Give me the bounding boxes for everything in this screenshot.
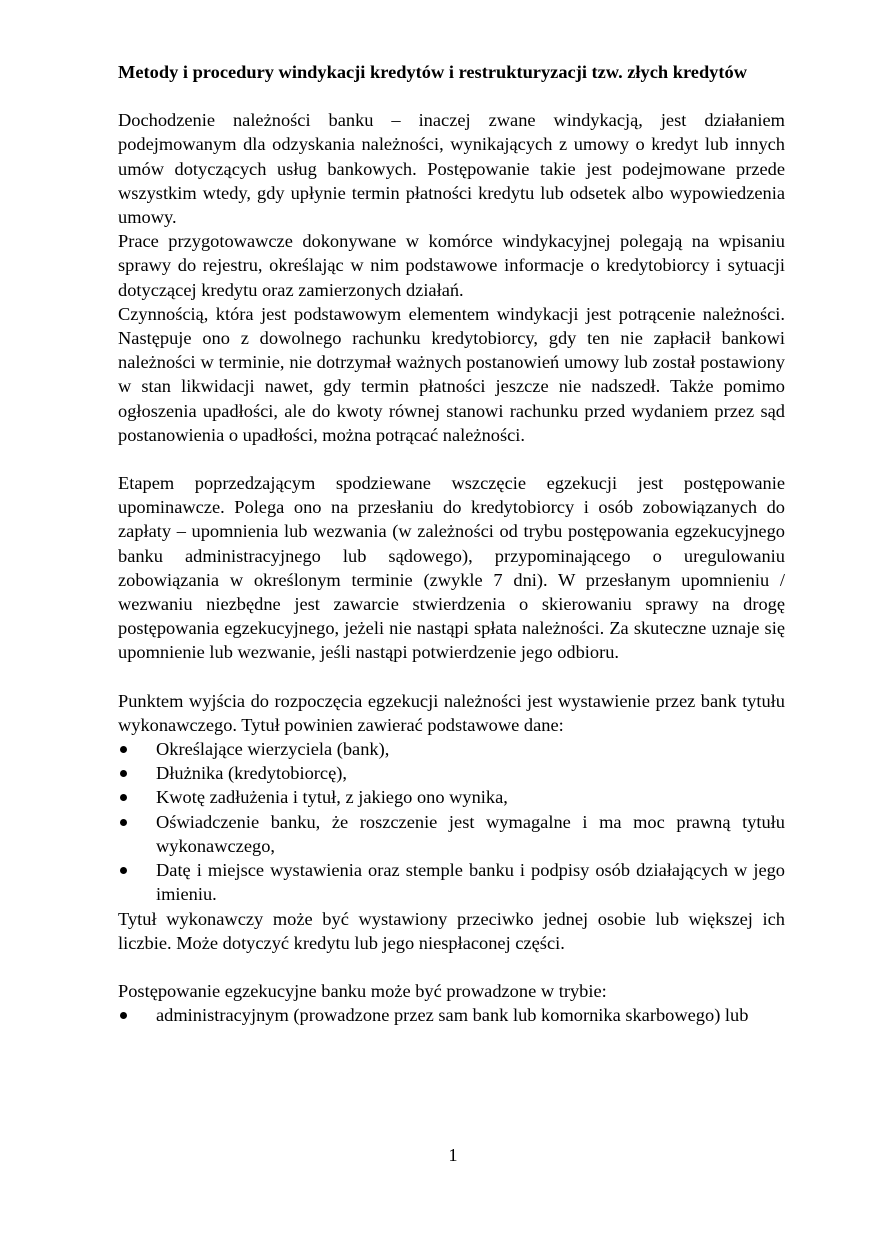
bullet-list-dane xyxy=(118,737,785,906)
document-body xyxy=(118,60,785,1027)
page-number: 1 xyxy=(448,1145,458,1165)
list-item: Określające wierzyciela (bank), xyxy=(118,737,785,761)
list-item: Kwotę zadłużenia i tytuł, z jakiego ono wynika, xyxy=(118,785,785,809)
paragraph-prace-przygotowawcze: Prace przygotowawcze dokonywane w komórce windykacyjnej polegają na wpisaniu sprawy do rejestru, określając w nim podstawowe informacje o kredytobiorcy i sytuacji dotyczącej kredytu oraz zamierzonych działań. xyxy=(118,231,785,300)
list-item: Oświadczenie banku, że roszczenie jest wymagalne i ma moc prawną tytułu wykonawczego, xyxy=(118,810,785,858)
paragraph-potracenie: Czynnością, która jest podstawowym elementem windykacji jest potrącenie należności. Następuje ono z dowolnego rachunku kredytobiorcy, gdy ten nie zapłacił bankowi należności w terminie, nie dotrzymał ważnych postanowień umowy lub został postawiony w stan likwidacji nawet, gdy termin płatności jeszcze nie nadszedł. Także pomimo ogłoszenia upadłości, ale do kwoty równej stanowi rachunku przed wydaniem przez sąd postanowienia o upadłości, można potrącać należności. xyxy=(118,303,785,445)
paragraph-tryb: Postępowanie egzekucyjne banku może być prowadzone w trybie: xyxy=(118,980,607,1001)
paragraph-windykacja: Dochodzenie należności banku – inaczej zwane windykacją, jest działaniem podejmowanym dla odzyskania należności, wynikających z umowy o kredyt lub innych umów dotyczących usług bankowych. Postępowanie takie jest podejmowane przede wszystkim wtedy, gdy upłynie termin płatności kredytu lub odsetek albo wypowiedzenia umowy. xyxy=(118,110,785,228)
bullet-list-tryb xyxy=(118,1003,785,1027)
list-item: administracyjnym (prowadzone przez sam bank lub komornika skarbowego) lub xyxy=(118,1003,785,1027)
paragraph-tytul-przeciwko: Tytuł wykonawczy może być wystawiony przeciwko jednej osobie lub większej ich liczbie. Może dotyczyć kredytu lub jego niespłaconej części. xyxy=(118,908,785,953)
list-item: Dłużnika (kredytobiorcę), xyxy=(118,761,785,785)
list-item: Datę i miejsce wystawienia oraz stemple banku i podpisy osób działających w jego imieniu. xyxy=(118,858,785,906)
paragraph-postepowanie-upominawcze: Etapem poprzedzającym spodziewane wszczęcie egzekucji jest postępowanie upominawcze. Polega ono na przesłaniu do kredytobiorcy i osób zobowiązanych do zapłaty – upomnienia lub wezwania (w zależności od trybu postępowania egzekucyjnego banku administracyjnego lub sądowego), przypominającego o uregulowaniu zobowiązania w określonym terminie (zwykle 7 dni). W przesłanym upomnieniu / wezwaniu niezbędne jest zawarcie stwierdzenia o skierowaniu sprawy na drogę postępowania egzekucyjnego, jeżeli nie nastąpi spłata należności. Za skuteczne uznaje się upomnienie lub wezwanie, jeśli nastąpi potwierdzenie jego odbioru. xyxy=(118,473,785,663)
paragraph-tytul-wykonawczy: Punktem wyjścia do rozpoczęcia egzekucji należności jest wystawienie przez bank tytułu wykonawczego. Tytuł powinien zawierać podstawowe dane: xyxy=(118,690,785,735)
document-title: Metody i procedury windykacji kredytów i restrukturyzacji tzw. złych kredytów xyxy=(118,62,747,82)
